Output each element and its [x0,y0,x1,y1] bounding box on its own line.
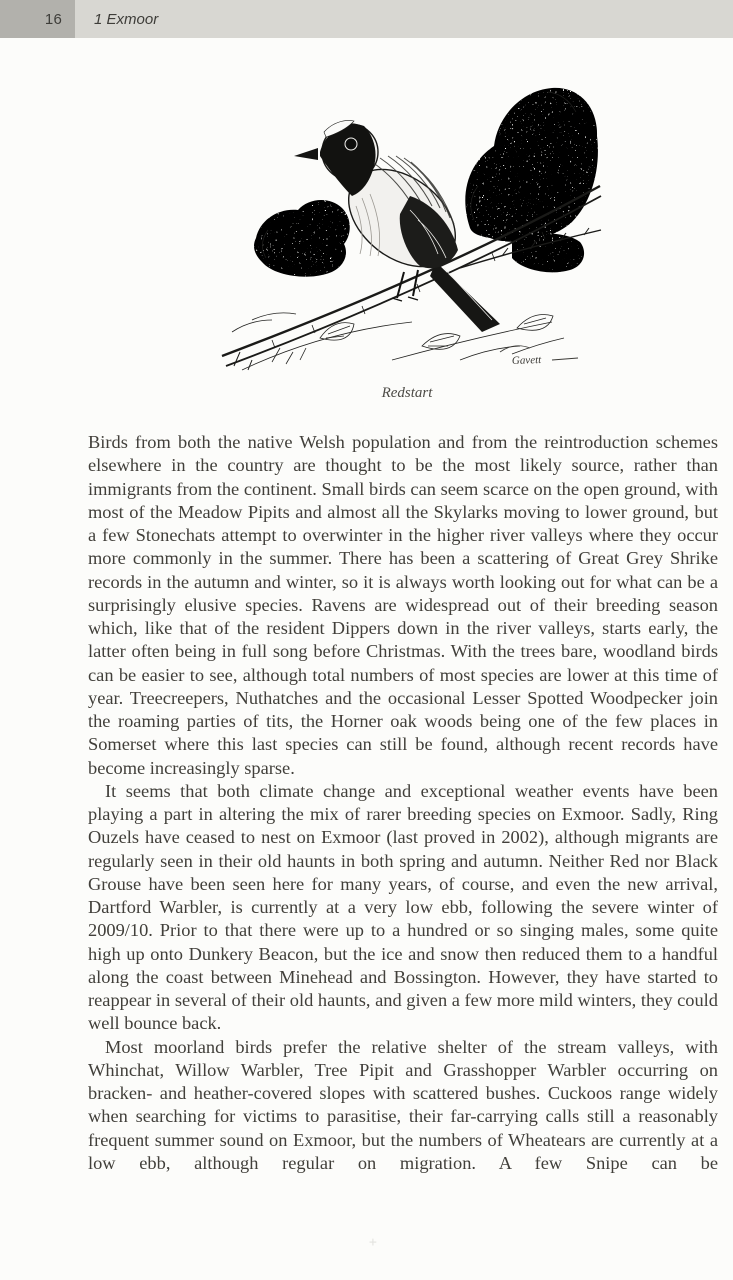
artist-signature: Gavett [511,353,542,367]
body-text [88,431,718,1175]
chapter-title: 1 Exmoor [94,10,159,28]
paragraph: It seems that both climate change and exceptional weather events have been playing a part in altering the mix of rarer breeding species on Exmoor. Sadly, Ring Ouzels have ceased to nest on Exmoor (last proved in 2002), although migrants are regularly seen in their old haunts in both spring and autumn. Neither Red nor Black Grouse have been seen here for many years, of course, and even the new arrival, Dartford Warbler, is currently at a very low ebb, following the severe winter of 2009/10. Prior to that there were up to a hundred or so singing males, some quite high up onto Dunkery Beacon, but the ice and snow then reduced them to a handful along the coast between Minehead and Bossington. However, they have started to reappear in several of their old haunts, and given a few more mild winters, they could well bounce back. [88,780,718,1034]
paragraph: Most moorland birds prefer the relative shelter of the stream valleys, with Whinchat, Willow Warbler, Tree Pipit and Grasshopper Warbler occurring on bracken- and heather-covered slopes with scattered bushes. Cuckoos range widely when searching for victims to parasitise, their far-carrying calls still a reasonably frequent summer sound on Exmoor, but the numbers of Wheatears are currently at a low ebb, although regular on migration. A few Snipe can be [88,1036,718,1173]
paragraph: Birds from both the native Welsh population and from the reintroduction schemes elsewhere in the country are thought to be the most likely source, rather than immigrants from the continent. Small birds can seem scarce on the open ground, with most of the Meadow Pipits and almost all the Skylarks moving to lower ground, but a few Stonechats attempt to overwinter in the higher river valleys where they occur more commonly in the summer. There has been a scattering of Great Grey Shrike records in the autumn and winter, so it is always worth looking out for what can be a surprisingly elusive species. Ravens are widespread out of their breeding season which, like that of the resident Dippers down in the river valleys, starts early, the latter often being in full song before Christmas. With the trees bare, woodland birds can be easier to see, although total numbers of most species are lower at this time of year. Treecreepers, Nuthatches and the occasional Lesser Spotted Woodpecker join the roaming parties of tits, the Horner oak woods being one of the few places in Somerset where this last species can still be found, although recent records have become increasingly sparse. [88,432,718,778]
page-number: 16 [44,10,62,28]
artist-signature-group [500,346,578,367]
print-registration-mark: + [369,1235,377,1250]
redstart-illustration [212,70,602,375]
illustration-caption: Redstart [381,385,433,401]
running-header [0,0,733,38]
page-number-box [0,0,75,38]
redstart-illustration-figure [212,70,602,402]
